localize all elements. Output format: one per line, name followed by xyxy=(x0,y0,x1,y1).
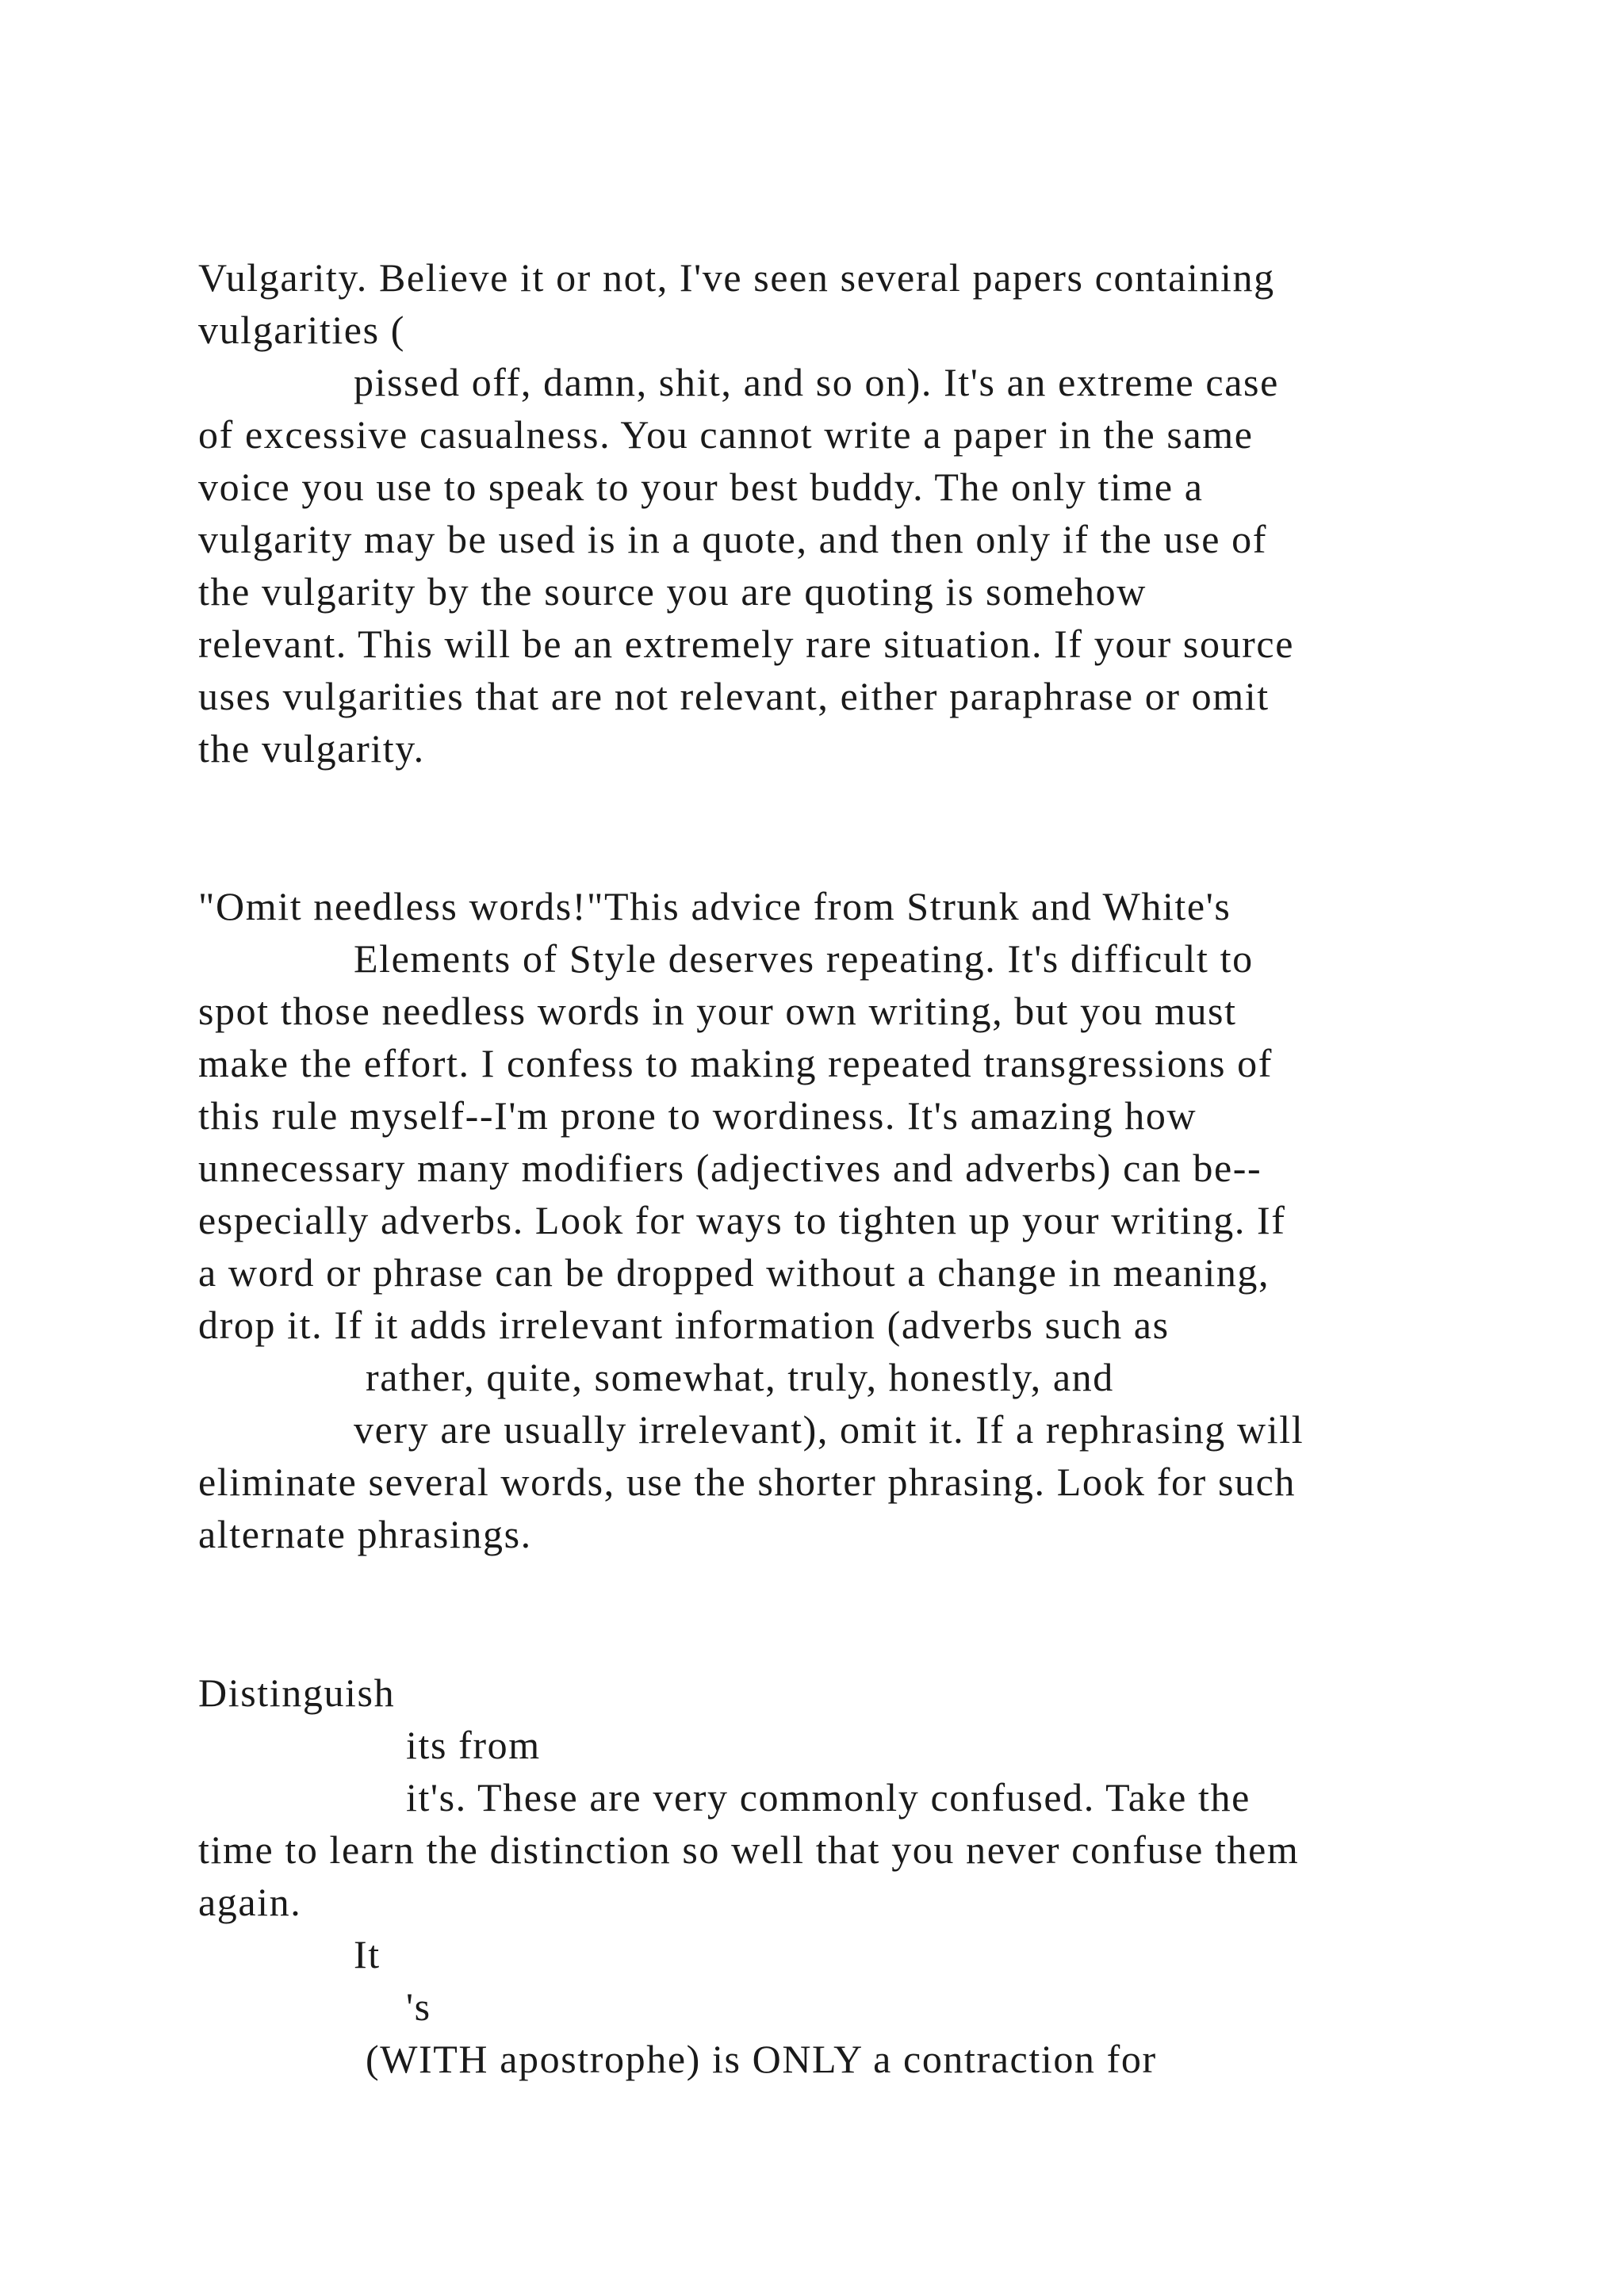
text-line: uses vulgarities that are not relevant, either paraphrase or omit xyxy=(198,674,1270,718)
text-line: (WITH apostrophe) is ONLY a contraction for xyxy=(366,2037,1157,2081)
text-line: vulgarities ( xyxy=(198,308,406,352)
text-line: time to learn the distinction so well that you never confuse them xyxy=(198,1827,1300,1872)
text-line: it's. These are very commonly confused. Take the xyxy=(406,1775,1251,1820)
text-line: especially adverbs. Look for ways to tighten up your writing. If xyxy=(198,1198,1286,1242)
text-line: voice you use to speak to your best buddy. The only time a xyxy=(198,465,1204,509)
text-line: drop it. If it adds irrelevant information (adverbs such as xyxy=(198,1303,1170,1347)
text-line: "Omit needless words!"This advice from Strunk and White's xyxy=(198,884,1231,928)
text-line: vulgarity may be used is in a quote, and then only if the use of xyxy=(198,517,1267,561)
text-line: its from xyxy=(406,1723,541,1767)
text-line: unnecessary many modifiers (adjectives and adverbs) can be-- xyxy=(198,1146,1262,1190)
text-line: Elements of Style deserves repeating. It's difficult to xyxy=(354,936,1254,981)
text-line: Vulgarity. Believe it or not, I've seen several papers containing xyxy=(198,255,1275,300)
text-line: It xyxy=(354,1932,381,1976)
text-line: relevant. This will be an extremely rare situation. If your source xyxy=(198,622,1295,666)
text-line: the vulgarity by the source you are quoting is somehow xyxy=(198,569,1147,614)
text-line: make the effort. I confess to making repeated transgressions of xyxy=(198,1041,1274,1085)
text-line: rather, quite, somewhat, truly, honestly, and xyxy=(366,1355,1114,1399)
text-line: the vulgarity. xyxy=(198,726,425,771)
text-line: this rule myself--I'm prone to wordiness. It's amazing how xyxy=(198,1093,1197,1138)
text-line: alternate phrasings. xyxy=(198,1512,532,1556)
text-line: a word or phrase can be dropped without a change in meaning, xyxy=(198,1250,1270,1295)
text-line: very are usually irrelevant), omit it. If a rephrasing will xyxy=(354,1407,1304,1452)
text-line: again. xyxy=(198,1880,302,1924)
text-line: Distinguish xyxy=(198,1670,396,1715)
text-line: of excessive casualness. You cannot write a paper in the same xyxy=(198,412,1254,457)
text-line: eliminate several words, use the shorter phrasing. Look for such xyxy=(198,1460,1296,1504)
text-line: spot those needless words in your own writing, but you must xyxy=(198,989,1237,1033)
text-line: 's xyxy=(406,1984,431,2029)
text-line: pissed off, damn, shit, and so on). It's an extreme case xyxy=(354,360,1279,404)
